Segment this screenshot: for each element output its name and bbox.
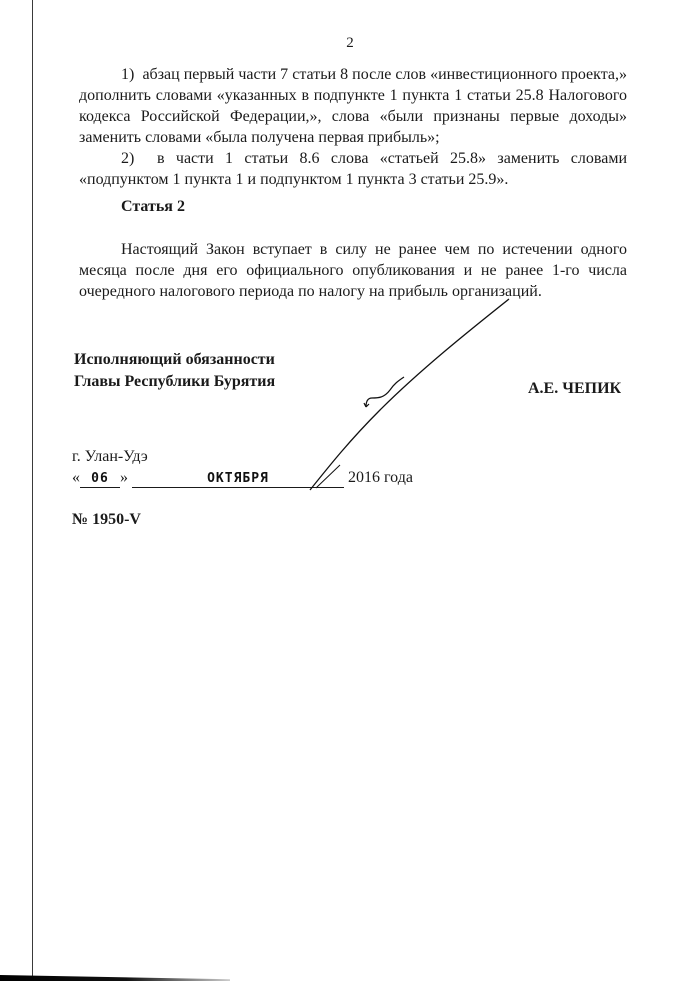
article-heading: Статья 2 <box>121 198 185 215</box>
page-left-edge-line <box>32 0 33 978</box>
date-month: ОКТЯБРЯ <box>132 471 344 488</box>
page-number: 2 <box>346 35 354 51</box>
item-marker: 2) <box>121 150 135 167</box>
article-body: Настоящий Закон вступает в силу не ранее чем по истечении одного месяца после дня его официального опубликования и не ранее 1-го числа очередного налогового периода по налогу на прибыль организаций. <box>79 241 627 300</box>
signatory-title-line-1: Исполняющий обязанности <box>74 351 275 368</box>
amendment-item-2 <box>79 148 627 190</box>
item-text: абзац первый части 7 статьи 8 после слов «инвестиционного проекта,» дополнить словами «указанных в подпункте 1 пункта 1 статьи 25.8 Налогового кодекса Российской Федерации,», слова «были признаны первые доходы» заменить словами «была получена первая прибыль»; <box>79 66 628 146</box>
signature-flourish <box>364 377 404 407</box>
place-of-signing: г. Улан-Удэ <box>72 448 148 465</box>
signature-stroke-main <box>310 299 509 490</box>
date-open-quote: « <box>72 469 80 486</box>
date-day: 06 <box>80 471 120 488</box>
signatory-title-line-2: Главы Республики Бурятия <box>74 373 276 390</box>
amendment-item-1 <box>79 64 627 148</box>
article-2-text <box>79 239 627 302</box>
signatory-title <box>74 349 275 393</box>
item-text: в части 1 статьи 8.6 слова «статьей 25.8» заменить словами «подпунктом 1 пункта 1 и подпунктом 1 пункта 3 статьи 25.9». <box>79 150 628 188</box>
signatory-name: А.Е. ЧЕПИК <box>528 380 622 397</box>
law-number: № 1950-V <box>72 511 141 528</box>
signing-date <box>72 469 413 488</box>
scan-artifact-bottom <box>0 975 230 981</box>
date-year: 2016 года <box>348 469 413 486</box>
item-marker: 1) <box>121 66 135 83</box>
date-close-quote: » <box>120 469 128 486</box>
